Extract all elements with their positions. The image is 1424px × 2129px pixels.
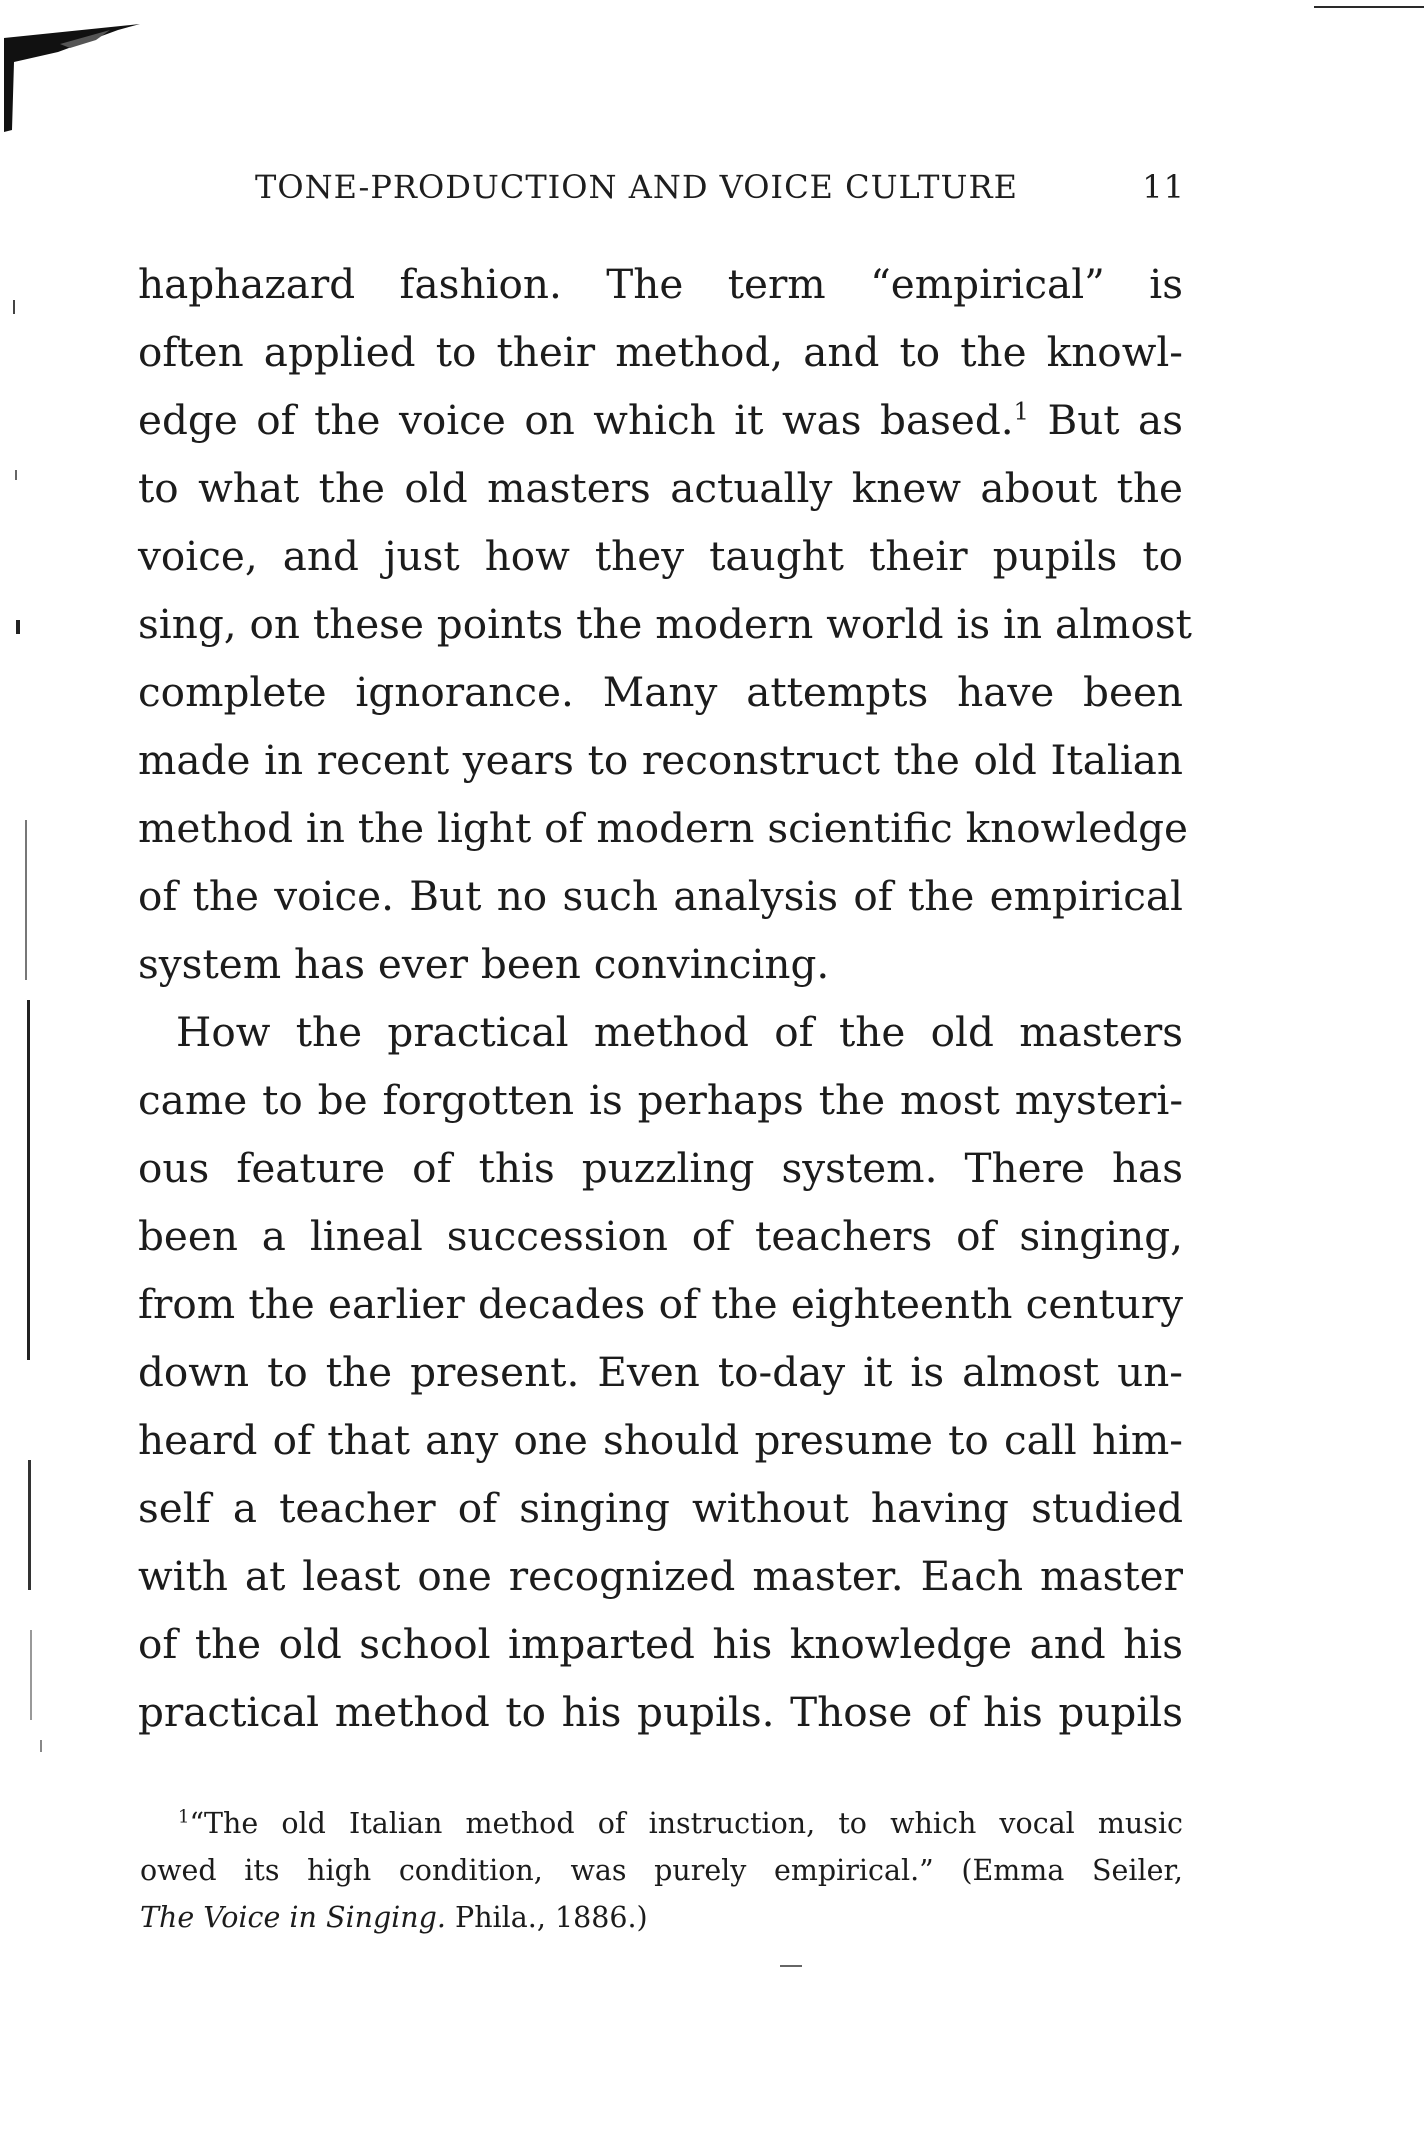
body-text: [138, 250, 1192, 1746]
text-line: to what the old masters actually knew about the: [138, 464, 1183, 512]
text-line: method in the light of modern scientific knowledge: [138, 804, 1189, 852]
text-line: came to be forgotten is perhaps the most mysteri-: [138, 1076, 1183, 1124]
text-line: with at least one recognized master. Each master: [138, 1552, 1183, 1600]
text-line: self a teacher of singing without having studied: [138, 1484, 1183, 1532]
text-line: often applied to their method, and to the knowl-: [138, 328, 1183, 376]
footnote-line: [140, 1800, 1183, 1847]
footnote-book-title: The Voice in Singing.: [140, 1901, 446, 1934]
footnote-line: owed its high condition, was purely empirical.” (Emma Seiler,: [140, 1854, 1183, 1887]
text-line: down to the present. Even to-day it is almost un-: [138, 1348, 1183, 1396]
text-segment: edge of the voice on which it was based.: [138, 396, 1014, 444]
text-line: practical method to his pupils. Those of his pupils: [138, 1688, 1183, 1736]
footnote-text: Phila., 1886.): [445, 1901, 648, 1934]
scan-bottom-mark: [780, 1965, 802, 1967]
text-segment: But as: [1028, 396, 1183, 444]
text-line: of the voice. But no such analysis of the empirical: [138, 872, 1183, 920]
scan-corner-mark: [0, 0, 150, 140]
text-line: [138, 386, 1183, 454]
scan-top-rule: [1314, 0, 1424, 8]
footnote-reference[interactable]: 1: [1013, 397, 1029, 426]
text-line: ous feature of this puzzling system. There has: [138, 1144, 1183, 1192]
text-line: haphazard fashion. The term “empirical” is: [138, 260, 1183, 308]
text-line: made in recent years to reconstruct the old Italian: [138, 736, 1183, 784]
text-line: complete ignorance. Many attempts have been: [138, 668, 1183, 716]
text-line: been a lineal succession of teachers of singing,: [138, 1212, 1183, 1260]
text-line: from the earlier decades of the eighteenth century: [138, 1280, 1183, 1328]
footnote: [140, 1800, 1183, 1941]
scan-margin-specks: [0, 300, 60, 1800]
text-line: sing, on these points the modern world is in almost: [138, 600, 1192, 648]
text-line: of the old school imparted his knowledge and his: [138, 1620, 1183, 1668]
page-number: 11: [1142, 168, 1185, 206]
running-head: [255, 168, 1185, 216]
text-line: heard of that any one should presume to call him-: [138, 1416, 1183, 1464]
footnote-text: “The old Italian method of instruction, to which vocal music: [189, 1807, 1183, 1840]
footnote-marker: 1: [178, 1806, 190, 1828]
footnote-line: [140, 1894, 1183, 1941]
text-line: voice, and just how they taught their pupils to: [138, 532, 1183, 580]
text-line: system has ever been convincing.: [138, 940, 830, 988]
text-line: How the practical method of the old masters: [176, 1008, 1183, 1056]
running-head-title: TONE-PRODUCTION AND VOICE CULTURE: [255, 168, 1018, 206]
